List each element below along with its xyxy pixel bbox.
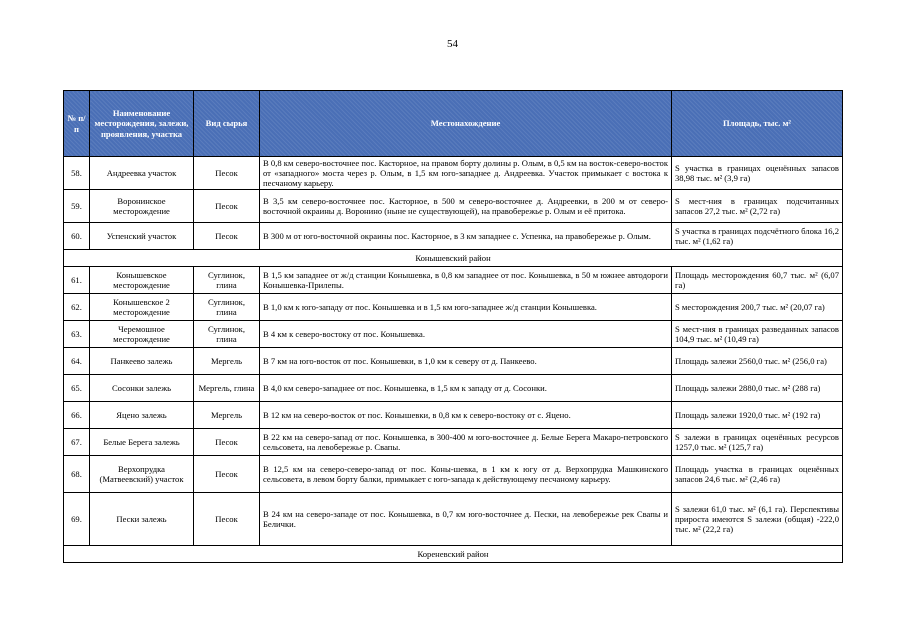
cell-num: 61. bbox=[64, 267, 90, 294]
cell-area: S месторождения 200,7 тыс. м² (20,07 га) bbox=[672, 294, 843, 321]
cell-location: В 3,5 км северо-восточнее пос. Касторное, в 500 м северо-восточнее д. Андреевки, в 200 м от северо-восточной окраины д. Воронино (ныне не существующей), на правобережье р. Олым и её притока. bbox=[260, 190, 672, 223]
cell-num: 63. bbox=[64, 321, 90, 348]
cell-name: Верхопрудка (Матвеевский) участок bbox=[90, 456, 194, 493]
header-raw: Вид сырья bbox=[194, 91, 260, 157]
cell-location: В 7 км на юго-восток от пос. Конышевки, в 1,0 км к северу от д. Панкеево. bbox=[260, 348, 672, 375]
table-row bbox=[64, 375, 843, 402]
cell-raw: Песок bbox=[194, 157, 260, 190]
cell-num: 59. bbox=[64, 190, 90, 223]
cell-num: 65. bbox=[64, 375, 90, 402]
header-name: Наименование месторождения, залежи, проявления, участка bbox=[90, 91, 194, 157]
cell-area: S участка в границах подсчётного блока 16,2 тыс. м² (1,62 га) bbox=[672, 223, 843, 250]
table-header-row bbox=[64, 91, 843, 157]
cell-area: Площадь залежи 2880,0 тыс. м² (288 га) bbox=[672, 375, 843, 402]
cell-raw: Песок bbox=[194, 456, 260, 493]
cell-num: 66. bbox=[64, 402, 90, 429]
cell-raw: Мергель bbox=[194, 348, 260, 375]
cell-name: Яцено залежь bbox=[90, 402, 194, 429]
cell-name: Успенский участок bbox=[90, 223, 194, 250]
cell-raw: Мергель bbox=[194, 402, 260, 429]
cell-raw: Суглинок, глина bbox=[194, 294, 260, 321]
cell-name: Черемошное месторождение bbox=[90, 321, 194, 348]
table-row bbox=[64, 294, 843, 321]
cell-num: 62. bbox=[64, 294, 90, 321]
cell-raw: Песок bbox=[194, 429, 260, 456]
cell-raw: Суглинок, глина bbox=[194, 267, 260, 294]
cell-name: Андреевка участок bbox=[90, 157, 194, 190]
cell-area: Площадь участка в границах оценённых запасов 24,6 тыс. м² (2,46 га) bbox=[672, 456, 843, 493]
cell-area: Площадь месторождения 60,7 тыс. м² (6,07 га) bbox=[672, 267, 843, 294]
page-number: 54 bbox=[447, 38, 458, 50]
cell-area: Площадь залежи 1920,0 тыс. м² (192 га) bbox=[672, 402, 843, 429]
cell-area: S мест-ния в границах подсчитанных запасов 27,2 тыс. м² (2,72 га) bbox=[672, 190, 843, 223]
cell-area: S участка в границах оценённых запасов 38,98 тыс. м² (3,9 га) bbox=[672, 157, 843, 190]
cell-name: Воронинское месторождение bbox=[90, 190, 194, 223]
table-row bbox=[64, 190, 843, 223]
header-location: Местонахождение bbox=[260, 91, 672, 157]
table-row bbox=[64, 456, 843, 493]
cell-name: Сосонки залежь bbox=[90, 375, 194, 402]
cell-location: В 22 км на северо-запад от пос. Конышевка, в 300-400 м юго-восточнее д. Белые Берега Макаро-петровского сельсовета, на левобережье р. Свапы. bbox=[260, 429, 672, 456]
cell-raw: Суглинок, глина bbox=[194, 321, 260, 348]
cell-name: Пески залежь bbox=[90, 493, 194, 546]
cell-raw: Песок bbox=[194, 190, 260, 223]
cell-name: Конышевское 2 месторождение bbox=[90, 294, 194, 321]
cell-name: Конышевское месторождение bbox=[90, 267, 194, 294]
deposits-table bbox=[63, 90, 843, 563]
district-row bbox=[64, 546, 843, 563]
cell-area: S мест-ния в границах разведанных запасов 104,9 тыс. м² (10,49 га) bbox=[672, 321, 843, 348]
cell-area: Площадь залежи 2560,0 тыс. м² (256,0 га) bbox=[672, 348, 843, 375]
table-row bbox=[64, 402, 843, 429]
cell-location: В 12 км на северо-восток от пос. Конышевки, в 0,8 км к северо-востоку от с. Яцено. bbox=[260, 402, 672, 429]
cell-num: 67. bbox=[64, 429, 90, 456]
cell-location: В 1,5 км западнее от ж/д станции Конышевка, в 0,8 км западнее от пос. Конышевка, в 50 м южнее автодороги Конышевка-Прилепы. bbox=[260, 267, 672, 294]
district-title: Конышевский район bbox=[64, 250, 843, 267]
cell-raw: Песок bbox=[194, 223, 260, 250]
cell-name: Белые Берега залежь bbox=[90, 429, 194, 456]
cell-num: 69. bbox=[64, 493, 90, 546]
table-row bbox=[64, 493, 843, 546]
header-num: № п/п bbox=[64, 91, 90, 157]
cell-raw: Песок bbox=[194, 493, 260, 546]
cell-num: 58. bbox=[64, 157, 90, 190]
table-row bbox=[64, 429, 843, 456]
cell-area: S залежи 61,0 тыс. м² (6,1 га). Перспективы прироста имеются S залежи (общая) -222,0 тыс. м² (22,2 га) bbox=[672, 493, 843, 546]
table-row bbox=[64, 321, 843, 348]
cell-location: В 1,0 км к юго-западу от пос. Конышевка и в 1,5 км юго-западнее ж/д станции Конышевка. bbox=[260, 294, 672, 321]
cell-num: 60. bbox=[64, 223, 90, 250]
cell-name: Панкеево залежь bbox=[90, 348, 194, 375]
cell-location: В 0,8 км северо-восточнее пос. Касторное, на правом борту долины р. Олым, в 0,5 км на восток-северо-восток от «западного» моста через р. Олым, в 1,5 км юго-западнее д. Андреевка. Участок примыкает с востока к песчаному карьеру. bbox=[260, 157, 672, 190]
cell-area: S залежи в границах оценённых ресурсов 1257,0 тыс. м² (125,7 га) bbox=[672, 429, 843, 456]
cell-num: 68. bbox=[64, 456, 90, 493]
cell-raw: Мергель, глина bbox=[194, 375, 260, 402]
cell-location: В 4 км к северо-востоку от пос. Конышевка. bbox=[260, 321, 672, 348]
header-area: Площадь, тыс. м² bbox=[672, 91, 843, 157]
cell-location: В 12,5 км на северо-северо-запад от пос. Коны-шевка, в 1 км к югу от д. Верхопрудка Машкинского сельсовета, в левом борту балки, примыкает с юго-запада к действующему песчаному карьеру. bbox=[260, 456, 672, 493]
district-title: Кореневский район bbox=[64, 546, 843, 563]
cell-location: В 24 км на северо-западе от пос. Конышевка, в 0,7 км юго-восточнее д. Пески, на левобережье рек Свапы и Белички. bbox=[260, 493, 672, 546]
table-row bbox=[64, 223, 843, 250]
cell-location: В 4,0 км северо-западнее от пос. Конышевка, в 1,5 км к западу от д. Сосонки. bbox=[260, 375, 672, 402]
table-row bbox=[64, 348, 843, 375]
cell-num: 64. bbox=[64, 348, 90, 375]
table-row bbox=[64, 157, 843, 190]
table-row bbox=[64, 267, 843, 294]
district-row bbox=[64, 250, 843, 267]
cell-location: В 300 м от юго-восточной окраины пос. Касторное, в 3 км западнее с. Успенка, на правобережье р. Олым. bbox=[260, 223, 672, 250]
